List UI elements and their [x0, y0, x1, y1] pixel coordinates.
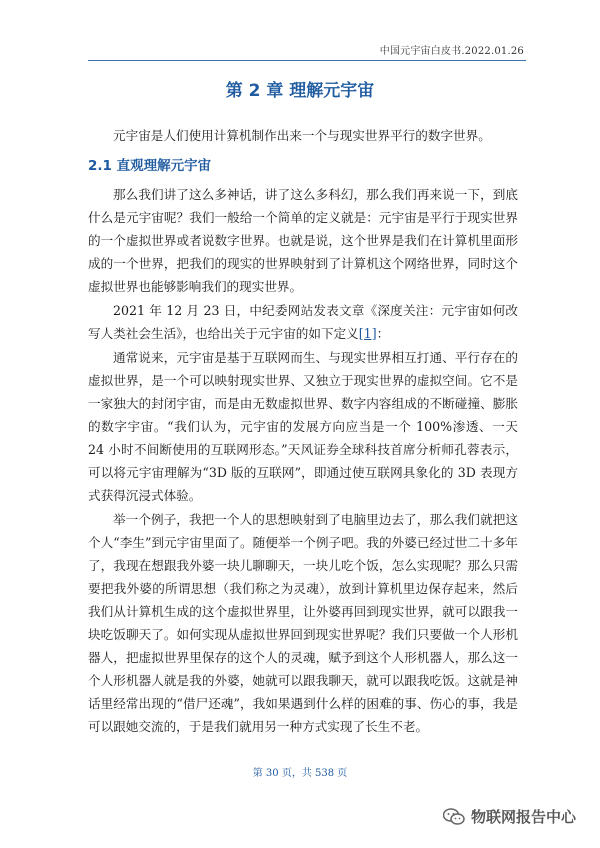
watermark-text: 物联网报告中心 — [470, 808, 576, 826]
paragraph-4: 举一个例子，我把一个人的思想映射到了电脑里边去了，那么我们就把这个人“李生”到元宇宙里面了。随便举一个例子吧。我的外婆已经过世二十多年了，我现在想跟我外婆一块儿聊聊天，一块儿吃个饭，怎么实现呢？那么只需要把我外婆的所谓思想（我们称之为灵魂），放到计算机里边保存起来，然后我们从计算机生成的这个虚拟世界里，让外婆再回到现实世界，就可以跟我一块吃饭聊天了。如何实现从虚拟世界回到现实世界呢？我们只要做一个人形机器人，把虚拟世界里保存的这个人的灵魂，赋予到这个人形机器人，那么这一个人形机器人就是我的外婆，她就可以跟我聊天，就可以跟我吃饭。这就是神话里经常出现的“借尸还魂”，我如果遇到什么样的困难的事、伤心的事，我是可以跟她交流的，于是我们就用另一种方式实现了长生不老。 — [88, 512, 518, 734]
header-doc-title: 中国元宇宙白皮书.2022.01.26 — [379, 46, 524, 57]
wechat-icon — [443, 808, 465, 826]
page-content — [88, 112, 518, 739]
header-divider — [88, 60, 526, 61]
chapter-title: 第 2 章 理解元宇宙 — [225, 81, 375, 101]
page-number: 第 30 页，共 538 页 — [252, 768, 348, 779]
paragraph-2 — [88, 299, 518, 345]
paragraph-2-end: ： — [376, 326, 390, 341]
paragraph-1: 那么我们讲了这么多神话，讲了这么多科幻，那么我们再来说一下，到底什么是元宇宙呢？我们一般给一个简单的定义就是：元宇宙是平行于现实世界的一个虚拟世界或者说数字世界。也就是说，这个世界是我们在计算机里面形成的一个世界，把我们的现实的世界映射到了计算机这个网络世界，同时这个虚拟世界也能够影响我们的现实世界。 — [88, 187, 518, 294]
intro-paragraph: 元宇宙是人们使用计算机制作出来一个与现实世界平行的数字世界。 — [113, 128, 491, 143]
paragraph-3: 通常说来，元宇宙是基于互联网而生、与现实世界相互打通、平行存在的虚拟世界，是一个可以映射现实世界、又独立于现实世界的虚拟空间。它不是一家独大的封闭宇宙，而是由无数虚拟世界、数字内容组成的不断碰撞、膨胀的数字宇宙。“我们认为，元宇宙的发展方向应当是一个 100%渗透、一天 24 小时不间断使用的互联网形态。”天风证券全球科技首席分析师孔蓉表示，可以将元宇宙理解为“3D 版的互联网”，即通过使互联网具象化的 3D 表现方式获得沉浸式体验。 — [88, 350, 518, 503]
watermark — [443, 806, 576, 827]
paragraph-2-text: 2021 年 12 月 23 日，中纪委网站发表文章《深度关注：元宇宙如何改写人类社会生活》，也给出关于元宇宙的如下定义 — [88, 303, 518, 341]
section-title: 2.1 直观理解元宇宙 — [88, 158, 212, 174]
citation-link[interactable]: [1] — [358, 326, 377, 341]
